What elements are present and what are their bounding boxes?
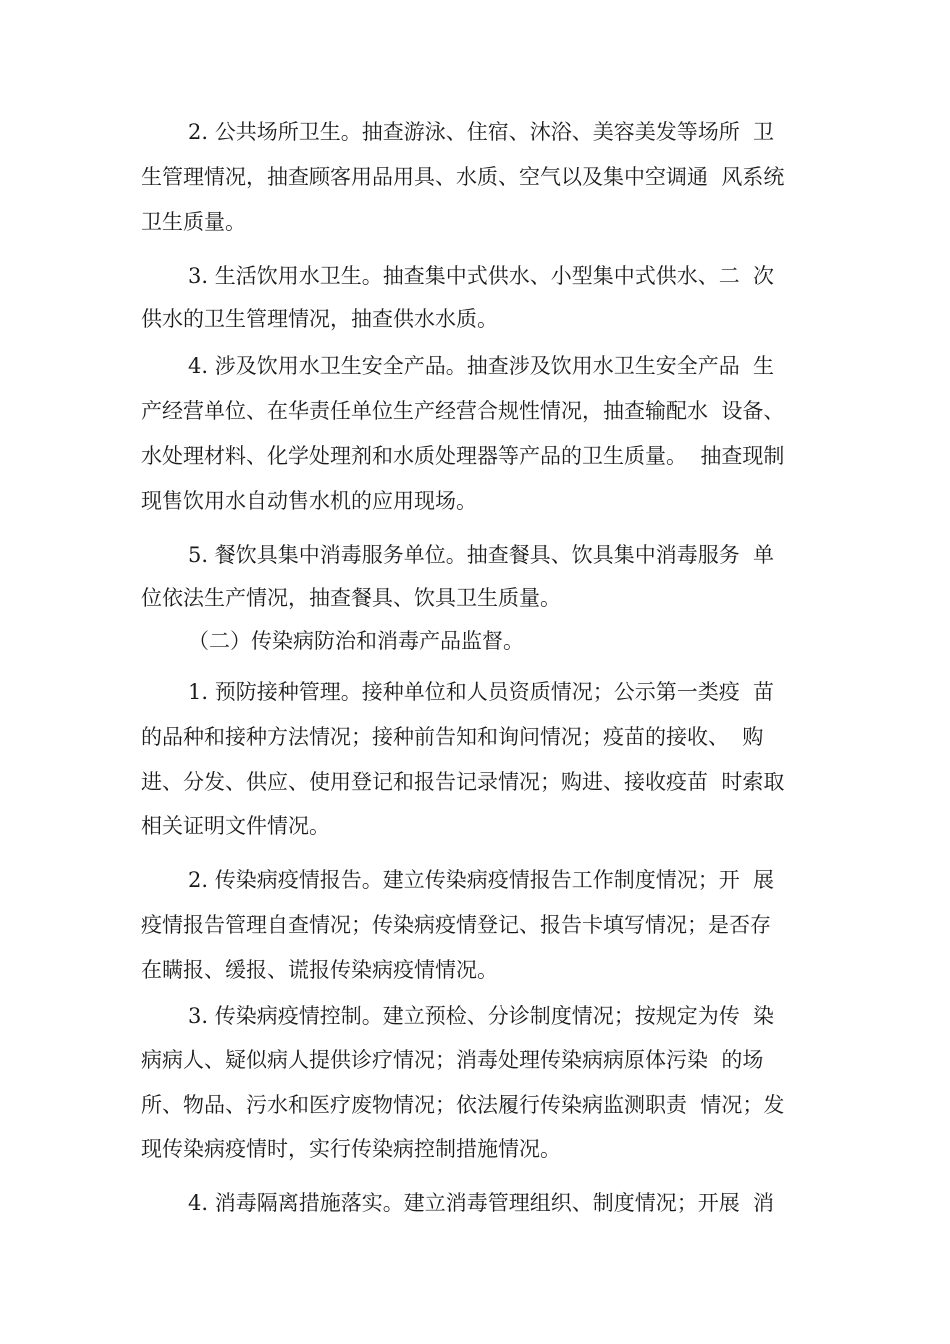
text-line: 病病人、疑似病人提供诊疗情况；消毒处理传染病病原体污染 的场 bbox=[141, 1048, 764, 1072]
text-line: 4. 消毒隔离措施落实。建立消毒管理组织、制度情况；开展 消 bbox=[188, 1191, 775, 1215]
text-line: 疫情报告管理自查情况；传染病疫情登记、报告卡填写情况；是否存 bbox=[141, 913, 771, 937]
text-line: 相关证明文件情况。 bbox=[141, 814, 330, 838]
text-line: 4. 涉及饮用水卫生安全产品。抽查涉及饮用水卫生安全产品 生 bbox=[188, 354, 775, 378]
text-line: 3. 生活饮用水卫生。抽查集中式供水、小型集中式供水、二 次 bbox=[188, 264, 775, 288]
text-line: 1. 预防接种管理。接种单位和人员资质情况；公示第一类疫 苗 bbox=[188, 680, 775, 704]
text-line: 现传染病疫情时，实行传染病控制措施情况。 bbox=[141, 1137, 561, 1161]
text-line: 产经营单位、在华责任单位生产经营合规性情况，抽查输配水 设备、 bbox=[141, 399, 785, 423]
text-line: 进、分发、供应、使用登记和报告记录情况；购进、接收疫苗 时索取 bbox=[141, 770, 785, 794]
text-line: 3. 传染病疫情控制。建立预检、分诊制度情况；按规定为传 染 bbox=[188, 1004, 775, 1028]
text-line: 2. 公共场所卫生。抽查游泳、住宿、沐浴、美容美发等场所 卫 bbox=[188, 120, 775, 144]
text-line: 卫生质量。 bbox=[141, 210, 246, 234]
text-line: 水处理材料、化学处理剂和水质处理器等产品的卫生质量。 抽查现制 bbox=[141, 444, 785, 468]
text-line: 所、物品、污水和医疗废物情况；依法履行传染病监测职责 情况；发 bbox=[141, 1093, 785, 1117]
text-line: 2. 传染病疫情报告。建立传染病疫情报告工作制度情况；开 展 bbox=[188, 868, 775, 892]
section-heading: （二）传染病防治和消毒产品监督。 bbox=[188, 629, 524, 653]
text-line: 现售饮用水自动售水机的应用现场。 bbox=[141, 489, 477, 513]
text-line: 供水的卫生管理情况，抽查供水水质。 bbox=[141, 307, 498, 331]
text-line: 位依法生产情况，抽查餐具、饮具卫生质量。 bbox=[141, 586, 561, 610]
text-line: 生管理情况，抽查顾客用品用具、水质、空气以及集中空调通 风系统 bbox=[141, 165, 785, 189]
text-line: 的品种和接种方法情况；接种前告知和询问情况；疫苗的接收、 购 bbox=[141, 725, 764, 749]
text-line: 在瞒报、缓报、谎报传染病疫情情况。 bbox=[141, 958, 498, 982]
text-line: 5. 餐饮具集中消毒服务单位。抽查餐具、饮具集中消毒服务 单 bbox=[188, 543, 775, 567]
